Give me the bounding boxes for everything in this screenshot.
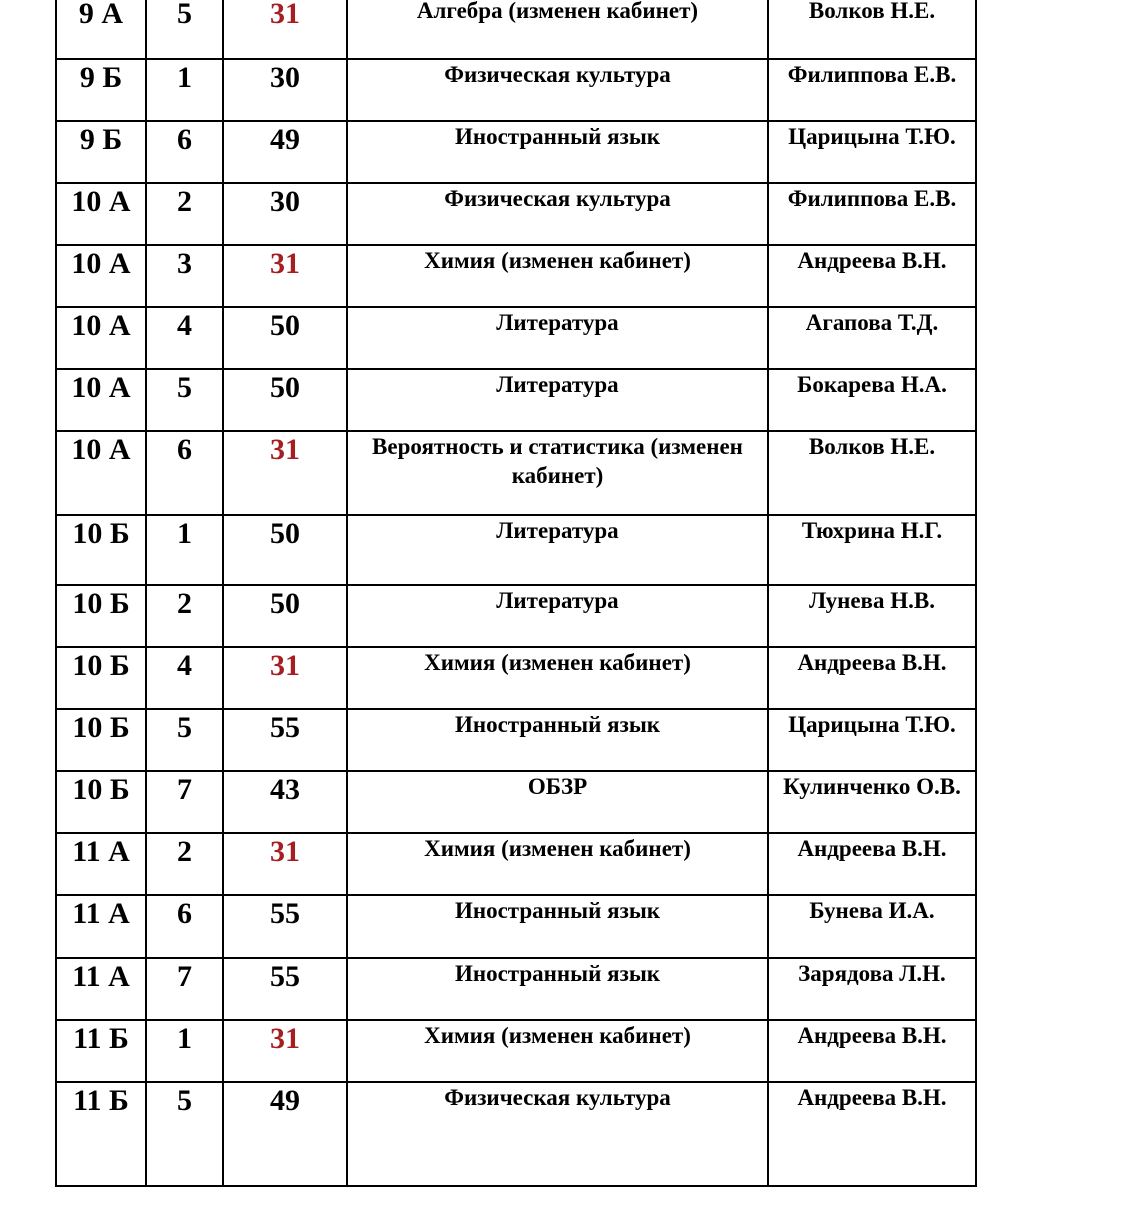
table-row (56, 585, 976, 647)
teacher-cell: Тюхрина Н.Г. (768, 515, 976, 585)
subject-cell: Литература (347, 585, 768, 647)
room-cell-changed: 31 (223, 833, 347, 895)
teacher-cell: Лунева Н.В. (768, 585, 976, 647)
subject-cell: Алгебра (изменен кабинет) (347, 0, 768, 59)
table-row (56, 1082, 976, 1186)
subject-cell: Иностранный язык (347, 709, 768, 771)
table-row (56, 895, 976, 958)
room-cell: 30 (223, 183, 347, 245)
table-row (56, 59, 976, 121)
room-cell: 55 (223, 958, 347, 1020)
class-cell: 10 Б (56, 771, 146, 833)
subject-cell: Иностранный язык (347, 895, 768, 958)
class-cell: 10 А (56, 307, 146, 369)
subject-cell: Иностранный язык (347, 121, 768, 183)
lesson-number-cell: 6 (146, 121, 223, 183)
room-cell: 55 (223, 709, 347, 771)
table-row (56, 307, 976, 369)
schedule-body (56, 0, 976, 1186)
class-cell: 11 А (56, 895, 146, 958)
teacher-cell: Андреева В.Н. (768, 647, 976, 709)
class-cell: 10 А (56, 369, 146, 431)
class-cell: 10 Б (56, 585, 146, 647)
lesson-number-cell: 6 (146, 431, 223, 515)
teacher-cell: Андреева В.Н. (768, 1082, 976, 1186)
class-cell: 10 А (56, 431, 146, 515)
room-cell: 49 (223, 1082, 347, 1186)
teacher-cell: Волков Н.Е. (768, 431, 976, 515)
lesson-number-cell: 3 (146, 245, 223, 307)
teacher-cell: Бокарева Н.А. (768, 369, 976, 431)
lesson-number-cell: 2 (146, 833, 223, 895)
class-cell: 11 Б (56, 1020, 146, 1082)
lesson-number-cell: 5 (146, 0, 223, 59)
room-cell: 50 (223, 307, 347, 369)
lesson-number-cell: 5 (146, 1082, 223, 1186)
room-cell: 49 (223, 121, 347, 183)
class-cell: 10 А (56, 183, 146, 245)
subject-cell: Физическая культура (347, 183, 768, 245)
class-cell: 9 Б (56, 59, 146, 121)
class-cell: 9 А (56, 0, 146, 59)
teacher-cell: Андреева В.Н. (768, 1020, 976, 1082)
subject-cell: Иностранный язык (347, 958, 768, 1020)
lesson-number-cell: 6 (146, 895, 223, 958)
table-row (56, 958, 976, 1020)
teacher-cell: Кулинченко О.В. (768, 771, 976, 833)
class-cell: 11 А (56, 958, 146, 1020)
teacher-cell: Царицына Т.Ю. (768, 121, 976, 183)
class-cell: 11 Б (56, 1082, 146, 1186)
room-cell-changed: 31 (223, 0, 347, 59)
lesson-number-cell: 7 (146, 771, 223, 833)
subject-cell: Химия (изменен кабинет) (347, 245, 768, 307)
room-cell-changed: 31 (223, 431, 347, 515)
subject-cell: Физическая культура (347, 1082, 768, 1186)
subject-cell: Химия (изменен кабинет) (347, 647, 768, 709)
lesson-number-cell: 1 (146, 1020, 223, 1082)
room-cell: 50 (223, 369, 347, 431)
teacher-cell: Филиппова Е.В. (768, 59, 976, 121)
teacher-cell: Андреева В.Н. (768, 833, 976, 895)
teacher-cell: Волков Н.Е. (768, 0, 976, 59)
teacher-cell: Царицына Т.Ю. (768, 709, 976, 771)
room-cell-changed: 31 (223, 245, 347, 307)
lesson-number-cell: 2 (146, 585, 223, 647)
teacher-cell: Зарядова Л.Н. (768, 958, 976, 1020)
table-row (56, 183, 976, 245)
class-cell: 9 Б (56, 121, 146, 183)
table-row (56, 833, 976, 895)
room-cell: 50 (223, 515, 347, 585)
class-cell: 10 Б (56, 709, 146, 771)
teacher-cell: Бунева И.А. (768, 895, 976, 958)
table-row (56, 245, 976, 307)
subject-cell: Литература (347, 369, 768, 431)
class-cell: 10 Б (56, 647, 146, 709)
table-row (56, 709, 976, 771)
teacher-cell: Филиппова Е.В. (768, 183, 976, 245)
subject-cell: Литература (347, 515, 768, 585)
schedule-table (55, 0, 977, 1187)
subject-cell: Литература (347, 307, 768, 369)
table-row (56, 121, 976, 183)
table-row (56, 369, 976, 431)
class-cell: 11 А (56, 833, 146, 895)
lesson-number-cell: 5 (146, 709, 223, 771)
lesson-number-cell: 4 (146, 307, 223, 369)
subject-cell: Химия (изменен кабинет) (347, 1020, 768, 1082)
teacher-cell: Андреева В.Н. (768, 245, 976, 307)
class-cell: 10 Б (56, 515, 146, 585)
teacher-cell: Агапова Т.Д. (768, 307, 976, 369)
table-row (56, 647, 976, 709)
subject-cell: Химия (изменен кабинет) (347, 833, 768, 895)
table-row (56, 0, 976, 59)
lesson-number-cell: 4 (146, 647, 223, 709)
subject-cell: ОБЗР (347, 771, 768, 833)
lesson-number-cell: 7 (146, 958, 223, 1020)
table-row (56, 1020, 976, 1082)
subject-cell: Вероятность и статистика (изменен кабинет) (347, 431, 768, 515)
room-cell: 30 (223, 59, 347, 121)
lesson-number-cell: 2 (146, 183, 223, 245)
table-row (56, 771, 976, 833)
room-cell-changed: 31 (223, 1020, 347, 1082)
room-cell-changed: 31 (223, 647, 347, 709)
room-cell: 55 (223, 895, 347, 958)
room-cell: 43 (223, 771, 347, 833)
table-row (56, 515, 976, 585)
room-cell: 50 (223, 585, 347, 647)
lesson-number-cell: 1 (146, 59, 223, 121)
lesson-number-cell: 1 (146, 515, 223, 585)
class-cell: 10 А (56, 245, 146, 307)
lesson-number-cell: 5 (146, 369, 223, 431)
subject-cell: Физическая культура (347, 59, 768, 121)
table-row (56, 431, 976, 515)
